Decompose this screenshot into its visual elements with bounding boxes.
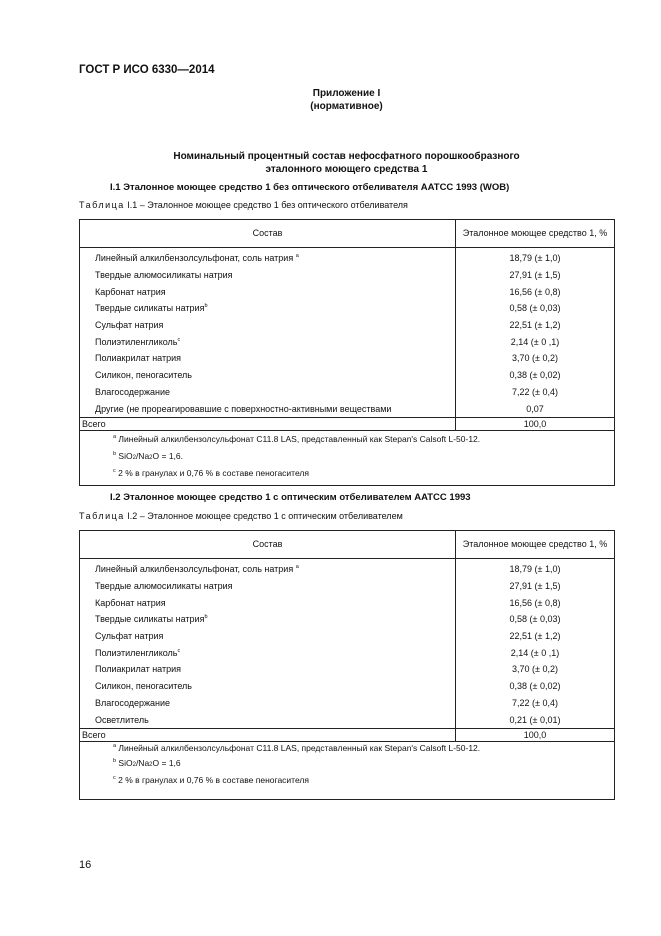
ingredient-value: 16,56 (± 0,8): [456, 283, 615, 300]
table-row: [80, 678, 615, 695]
section-1-title: I.1 Эталонное моющее средство 1 без оптического отбеливателя AATCC 1993 (WOB): [110, 182, 510, 193]
note-mark: a: [113, 742, 117, 749]
total-label: Всего: [80, 417, 456, 430]
total-value: 100,0: [456, 417, 615, 430]
note-mark: c: [113, 467, 116, 474]
footnote-ref: c: [177, 647, 181, 654]
total-label: Всего: [80, 728, 456, 741]
ingredient-name: Силикон, пеногаситель: [95, 370, 192, 381]
note-text: SiO: [116, 450, 133, 461]
note-text: Линейный алкилбензолсульфонат C11.8 LAS, представленный как Stepan's Calsoft L-50-12.: [116, 433, 481, 444]
table-row: [80, 594, 615, 611]
table-2-total-row: [80, 728, 615, 741]
ingredient-value: 18,79 (± 1,0): [456, 559, 615, 578]
ingredient-name: Карбонат натрия: [95, 597, 166, 608]
table-2-note-b: [80, 755, 615, 772]
ingredient-value: 0,38 (± 0,02): [456, 367, 615, 384]
table-row: [80, 711, 615, 728]
ingredient-value: 0,21 (± 0,01): [456, 711, 615, 728]
main-heading-line1: Номинальный процентный состав нефосфатного порошкообразного: [173, 151, 520, 162]
ingredient-name: Твердые алюмосиликаты натрия: [95, 581, 233, 592]
main-heading-line2: эталонного моющего средства 1: [265, 164, 428, 175]
table-row: [80, 367, 615, 384]
ingredient-value: 7,22 (± 0,4): [456, 384, 615, 401]
ingredient-name: Влагосодержание: [95, 386, 171, 397]
ingredient-value: 7,22 (± 0,4): [456, 695, 615, 712]
ingredient-name: Влагосодержание: [95, 697, 171, 708]
ingredient-value: 2,14 (± 0 ,1): [456, 333, 615, 350]
table-2-col-standard: Эталонное моющее средство 1, %: [456, 531, 615, 559]
table-1-note-a: [80, 430, 615, 448]
note-text: 2 % в гранулах и 0,76 % в составе пеногасителя: [115, 467, 309, 478]
ingredient-value: 22,51 (± 1,2): [456, 317, 615, 334]
ingredient-name: Полиакрилат натрия: [95, 353, 182, 364]
table-row: [80, 267, 615, 284]
footnote-ref: c: [177, 336, 181, 343]
note-text: /Na: [135, 757, 150, 768]
ingredient-name: Полиэтиленгликоль: [95, 336, 178, 347]
subscript: 2: [149, 454, 153, 461]
table-row: [80, 248, 615, 267]
table-1-caption-rest: I.1 – Эталонное моющее средство 1 без оптического отбеливателя: [124, 200, 408, 210]
ingredient-name: Сульфат натрия: [95, 320, 164, 331]
ingredient-value: 3,70 (± 0,2): [456, 661, 615, 678]
ingredient-name: Сульфат натрия: [95, 631, 164, 642]
table-2-caption-rest: I.2 – Эталонное моющее средство 1 с оптическим отбеливателем: [124, 511, 403, 521]
table-2-note-a: [80, 741, 615, 755]
table-row: [80, 611, 615, 628]
table-1-note-c: [80, 465, 615, 486]
table-2: [79, 530, 615, 800]
section-2-title: I.2 Эталонное моющее средство 1 с оптическим отбеливателем AATCC 1993: [110, 492, 471, 503]
ingredient-name: Твердые силикаты натрия: [95, 303, 205, 314]
ingredient-name: Линейный алкилбензолсульфонат, соль натрия: [95, 253, 296, 264]
table-row: [80, 628, 615, 645]
table-1-col-standard: Эталонное моющее средство 1, %: [456, 220, 615, 248]
subscript: 2: [132, 761, 136, 768]
note-mark: c: [113, 774, 116, 781]
table-1-note-b: [80, 448, 615, 465]
ingredient-name: Осветлитель: [95, 714, 149, 725]
table-row: [80, 333, 615, 350]
note-text: SiO: [116, 757, 133, 768]
ingredient-name: Твердые силикаты натрия: [95, 614, 205, 625]
table-2-col-composition: Состав: [80, 531, 456, 559]
ingredient-value: 0,07: [456, 400, 615, 417]
note-text: O = 1,6.: [152, 450, 183, 461]
note-text: /Na: [135, 450, 150, 461]
page-number: 16: [79, 859, 92, 871]
ingredient-name: Силикон, пеногаситель: [95, 681, 192, 692]
table-row: [80, 695, 615, 712]
ingredient-value: 2,14 (± 0 ,1): [456, 644, 615, 661]
note-text: O = 1,6: [152, 757, 181, 768]
total-value: 100,0: [456, 728, 615, 741]
table-1-col-composition: Состав: [80, 220, 456, 248]
table-2-caption: [79, 511, 403, 521]
ingredient-value: 27,91 (± 1,5): [456, 578, 615, 595]
table-row: [80, 644, 615, 661]
table-1-header-row: [80, 220, 615, 248]
table-1-caption: [79, 200, 408, 210]
ingredient-name: Полиэтиленгликоль: [95, 647, 178, 658]
table-row: [80, 283, 615, 300]
ingredient-name: Твердые алюмосиликаты натрия: [95, 270, 233, 281]
table-row: [80, 300, 615, 317]
footnote-ref: b: [204, 303, 208, 310]
ingredient-name: Другие (не прореагировавшие с поверхностно-активными веществами: [95, 403, 392, 414]
ingredient-name: Карбонат натрия: [95, 286, 166, 297]
ingredient-value: 18,79 (± 1,0): [456, 248, 615, 267]
ingredient-value: 27,91 (± 1,5): [456, 267, 615, 284]
appendix-subtitle: (нормативное): [310, 101, 383, 112]
ingredient-value: 22,51 (± 1,2): [456, 628, 615, 645]
footnote-ref: a: [295, 564, 299, 571]
table-1: [79, 219, 615, 486]
table-2-caption-word: Таблица: [79, 511, 125, 521]
note-mark: b: [113, 450, 117, 457]
table-row: [80, 559, 615, 578]
table-row: [80, 317, 615, 334]
ingredient-value: 16,56 (± 0,8): [456, 594, 615, 611]
ingredient-value: 3,70 (± 0,2): [456, 350, 615, 367]
ingredient-value: 0,58 (± 0,03): [456, 300, 615, 317]
note-mark: b: [113, 757, 117, 764]
table-row: [80, 578, 615, 595]
table-1-total-row: [80, 417, 615, 430]
table-2-note-c: [80, 772, 615, 800]
table-1-caption-word: Таблица: [79, 200, 125, 210]
document-header: ГОСТ Р ИСО 6330—2014: [79, 64, 215, 76]
table-2-header-row: [80, 531, 615, 559]
note-text: Линейный алкилбензолсульфонат C11.8 LAS, представленный как Stepan's Calsoft L-50-12.: [116, 742, 481, 753]
table-row: [80, 400, 615, 417]
footnote-ref: a: [295, 253, 299, 260]
subscript: 2: [149, 761, 153, 768]
table-row: [80, 661, 615, 678]
ingredient-value: 0,38 (± 0,02): [456, 678, 615, 695]
ingredient-value: 0,58 (± 0,03): [456, 611, 615, 628]
ingredient-name: Полиакрилат натрия: [95, 664, 182, 675]
subscript: 2: [132, 454, 136, 461]
table-row: [80, 384, 615, 401]
note-text: 2 % в гранулах и 0,76 % в составе пеногасителя: [115, 774, 309, 785]
footnote-ref: b: [204, 614, 208, 621]
ingredient-name: Линейный алкилбензолсульфонат, соль натрия: [95, 564, 296, 575]
table-row: [80, 350, 615, 367]
appendix-title: Приложение I: [312, 88, 381, 99]
note-mark: a: [113, 433, 117, 440]
